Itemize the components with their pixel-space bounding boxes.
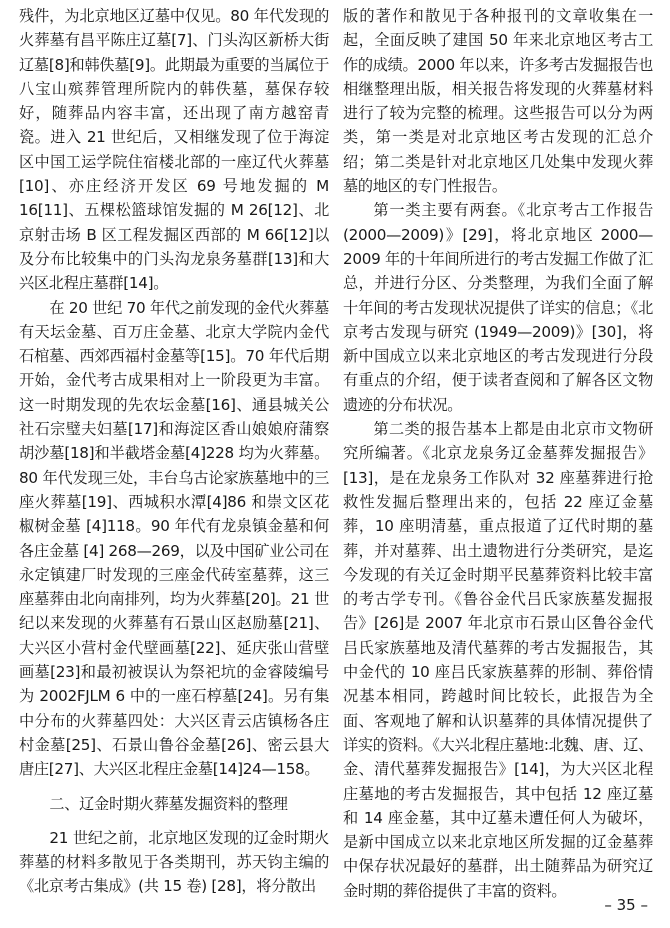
- right-column: [343, 4, 653, 903]
- paragraph: 在 20 世纪 70 年代之前发现的金代火葬墓有天坛金墓、百万庄金墓、北京大学院内金代石棺墓、西郊西福村金墓等[15]。70 年代后期开始，金代考古成果相对上一阶段更为丰富。这一时期发现的先农坛金墓[16]、通县城关公社石宗璧夫妇墓[17]和海淀区香山娘娘府蒲察胡沙墓[18]和半截塔金墓[4]228 均为火葬墓。80 年代发现三处，丰台乌古论家族墓地中的三座火葬墓[19]、西城积水潭[4]86 和崇文区花椒树金墓 [4]118。90 年代有龙泉镇金墓和何各庄金墓 [4] 268—269，以及中国矿业公司在永定镇建厂时发现的三座金代砖室墓葬，这三座墓葬由北向南排列，均为火葬墓[20]。21 世纪以来发现的火葬墓有石景山区赵励墓[21]、大兴区小营村金代壁画墓[22]、延庆张山营壁画墓[23]和最初被误认为祭祀坑的金睿陵编号为 2002FJLM 6 中的一座石椁墓[24]。另有集中分布的火葬墓四处：大兴区青云店镇杨各庄村金墓[25]、石景山鲁谷金墓[26]、密云县大唐庄[27]、大兴区北程庄金墓[14]24—158。: [19, 298, 329, 779]
- paragraph: 第一类主要有两套。《北京考古工作报告 (2000—2009)》[29]，将北京地区 2000—2009 年的十年间所进行的考古发掘工作做了汇总，并进行分区、分类整理，为我们全面了解十年间的考古发现状况提供了详实的信息；《北京考古发现与研究 (1949—2009)》[30]，将新中国成立以来北京地区的考古发现进行分段有重点的介绍，便于读者查阅和了解各区文物遗迹的分布状况。: [343, 201, 653, 414]
- left-column: [19, 4, 329, 899]
- paragraph: 版的著作和散见于各种报刊的文章收集在一起，全面反映了建国 50 年来北京地区考古工作的成绩。2000 年以来，许多考古发掘报告也相继整理出版，相关报告将发现的火葬墓材料进行了较为完整的梳理。这些报告可以分为两类，第一类是对北京地区考古发现的汇总介绍；第二类是针对北京地区几处集中发现火葬墓的地区的专门性报告。: [343, 7, 653, 196]
- section-heading: 二、辽金时期火葬墓发掘资料的整理: [49, 794, 288, 813]
- paragraph: 21 世纪之前，北京地区发现的辽金时期火葬墓的材料多散见于各类期刊，苏天钧主编的《北京考古集成》(共 15 卷) [28]，将分散出: [19, 828, 329, 896]
- page-number: – 35 –: [604, 896, 648, 914]
- paragraph: 第二类的报告基本上都是由北京市文物研究所编著。《北京龙泉务辽金墓葬发掘报告》[13]，是在龙泉务工作队对 32 座墓葬进行抢救性发掘后整理出来的，包括 22 座辽金墓葬，10 座明清墓，重点报道了辽代时期的墓葬，并对墓葬、出土遗物进行分类研究，是迄今发现的有关辽金时期平民墓葬资料比较丰富的考古学专刊。《鲁谷金代吕氏家族墓发掘报告》[26]是 2007 年北京市石景山区鲁谷金代吕氏家族墓地及清代墓葬的考古发掘报告，其中金代的 10 座吕氏家族墓葬的形制、葬俗情况基本相同，跨越时间比较长，此报告为全面、客观地了解和认识墓葬的具体情况提供了详实的资料。《大兴北程庄墓地:北魏、唐、辽、金、清代墓葬发掘报告》[14]，为大兴区北程庄墓地的考古发掘报告，其中包括 12 座辽墓和 14 座金墓，其中辽墓未遭任何人为破坏，是新中国成立以来北京地区所发掘的辽金墓葬中保存状况最好的墓群，出土随葬品为研究辽金时期的葬俗提供了丰富的资料。: [343, 420, 653, 900]
- paragraph: 残件，为北京地区辽墓中仅见。80 年代发现的火葬墓有昌平陈庄辽墓[7]、门头沟区新桥大街辽墓[8]和韩佚墓[9]。此期最为重要的当属位于八宝山殡葬管理所院内的韩佚墓，墓保存较好，随葬品内容丰富，还出现了南方越窑青瓷。进入 21 世纪后，又相继发现了位于海淀区中国工运学院住宿楼北部的一座辽代火葬墓 [10]、亦庄经济开发区 69 号地发掘的 M 16[11]、五棵松篮球馆发掘的 M 26[12]、北京射击场 B 区工程发掘区西部的 M 66[12]以及分布比较集中的门头沟龙泉务墓群[13]和大兴区北程庄墓群[14]。: [19, 7, 329, 293]
